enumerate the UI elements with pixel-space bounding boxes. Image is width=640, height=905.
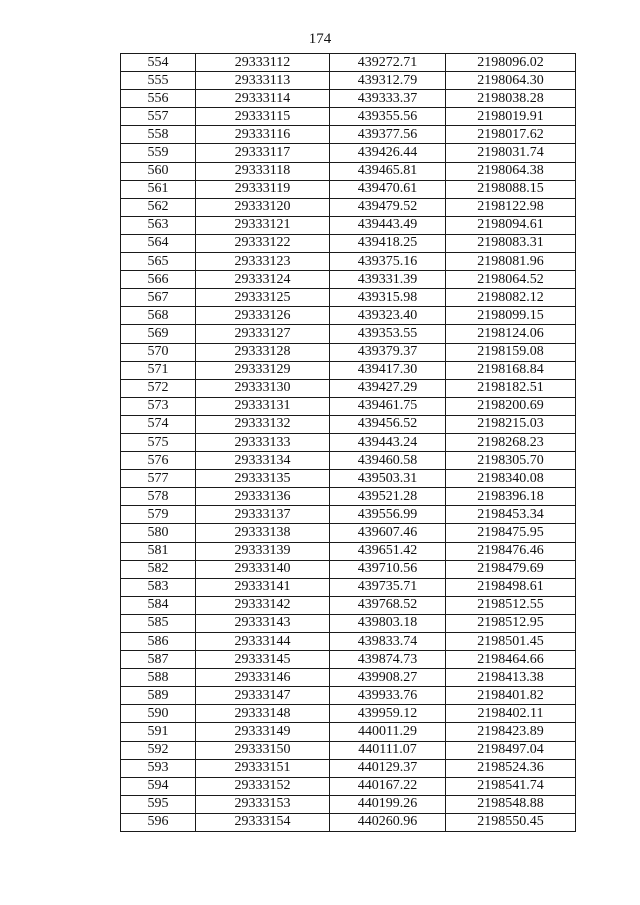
point-index-cell: 595 — [121, 795, 196, 813]
point-code-cell: 29333126 — [196, 307, 330, 325]
coordinates-table — [120, 53, 576, 832]
point-code-cell: 29333125 — [196, 289, 330, 307]
coordinate-y-cell: 2198497.04 — [446, 741, 576, 759]
point-index-cell: 562 — [121, 198, 196, 216]
coordinate-x-cell: 439470.61 — [330, 180, 446, 198]
point-code-cell: 29333136 — [196, 488, 330, 506]
point-code-cell: 29333132 — [196, 415, 330, 433]
point-index-cell: 596 — [121, 813, 196, 831]
coordinate-y-cell: 2198200.69 — [446, 397, 576, 415]
table-row — [121, 253, 576, 271]
coordinate-x-cell: 439461.75 — [330, 397, 446, 415]
point-code-cell: 29333116 — [196, 126, 330, 144]
point-code-cell: 29333149 — [196, 723, 330, 741]
coordinate-x-cell: 439833.74 — [330, 633, 446, 651]
coordinate-x-cell: 439479.52 — [330, 198, 446, 216]
point-index-cell: 561 — [121, 180, 196, 198]
table-row — [121, 325, 576, 343]
point-index-cell: 584 — [121, 596, 196, 614]
table-row — [121, 162, 576, 180]
coordinate-y-cell: 2198082.12 — [446, 289, 576, 307]
coordinate-y-cell: 2198402.11 — [446, 705, 576, 723]
point-index-cell: 581 — [121, 542, 196, 560]
point-index-cell: 579 — [121, 506, 196, 524]
point-index-cell: 592 — [121, 741, 196, 759]
point-code-cell: 29333118 — [196, 162, 330, 180]
coordinate-y-cell: 2198122.98 — [446, 198, 576, 216]
point-code-cell: 29333146 — [196, 669, 330, 687]
point-index-cell: 565 — [121, 253, 196, 271]
coordinate-x-cell: 439503.31 — [330, 470, 446, 488]
table-row — [121, 216, 576, 234]
coordinate-y-cell: 2198464.66 — [446, 651, 576, 669]
coordinate-x-cell: 439377.56 — [330, 126, 446, 144]
table-row — [121, 234, 576, 252]
point-index-cell: 570 — [121, 343, 196, 361]
coordinate-x-cell: 439355.56 — [330, 108, 446, 126]
table-row — [121, 72, 576, 90]
table-row — [121, 596, 576, 614]
coordinate-y-cell: 2198268.23 — [446, 433, 576, 451]
point-code-cell: 29333148 — [196, 705, 330, 723]
coordinate-x-cell: 440167.22 — [330, 777, 446, 795]
coordinate-y-cell: 2198215.03 — [446, 415, 576, 433]
coordinate-y-cell: 2198340.08 — [446, 470, 576, 488]
coordinate-x-cell: 439735.71 — [330, 578, 446, 596]
point-code-cell: 29333129 — [196, 361, 330, 379]
point-code-cell: 29333120 — [196, 198, 330, 216]
coordinate-x-cell: 439959.12 — [330, 705, 446, 723]
point-code-cell: 29333134 — [196, 452, 330, 470]
table-row — [121, 54, 576, 72]
point-code-cell: 29333114 — [196, 90, 330, 108]
point-code-cell: 29333122 — [196, 234, 330, 252]
point-index-cell: 583 — [121, 578, 196, 596]
coordinate-x-cell: 439418.25 — [330, 234, 446, 252]
table-row — [121, 307, 576, 325]
table-row — [121, 144, 576, 162]
point-code-cell: 29333115 — [196, 108, 330, 126]
coordinate-y-cell: 2198512.95 — [446, 614, 576, 632]
point-index-cell: 560 — [121, 162, 196, 180]
table-row — [121, 795, 576, 813]
point-code-cell: 29333145 — [196, 651, 330, 669]
point-code-cell: 29333147 — [196, 687, 330, 705]
point-code-cell: 29333124 — [196, 271, 330, 289]
point-index-cell: 566 — [121, 271, 196, 289]
table-row — [121, 813, 576, 831]
point-code-cell: 29333117 — [196, 144, 330, 162]
point-code-cell: 29333153 — [196, 795, 330, 813]
point-index-cell: 573 — [121, 397, 196, 415]
point-index-cell: 585 — [121, 614, 196, 632]
coordinate-x-cell: 440011.29 — [330, 723, 446, 741]
table-row — [121, 433, 576, 451]
table-row — [121, 397, 576, 415]
point-index-cell: 594 — [121, 777, 196, 795]
coordinate-x-cell: 439521.28 — [330, 488, 446, 506]
table-row — [121, 560, 576, 578]
coordinate-y-cell: 2198453.34 — [446, 506, 576, 524]
coordinate-y-cell: 2198476.46 — [446, 542, 576, 560]
coordinate-y-cell: 2198512.55 — [446, 596, 576, 614]
coordinate-x-cell: 439427.29 — [330, 379, 446, 397]
coordinate-y-cell: 2198423.89 — [446, 723, 576, 741]
coordinate-x-cell: 439272.71 — [330, 54, 446, 72]
point-code-cell: 29333128 — [196, 343, 330, 361]
point-index-cell: 555 — [121, 72, 196, 90]
coordinate-x-cell: 439315.98 — [330, 289, 446, 307]
coordinate-x-cell: 439465.81 — [330, 162, 446, 180]
point-index-cell: 569 — [121, 325, 196, 343]
coordinate-x-cell: 440129.37 — [330, 759, 446, 777]
point-index-cell: 574 — [121, 415, 196, 433]
coordinate-y-cell: 2198083.31 — [446, 234, 576, 252]
coordinate-y-cell: 2198524.36 — [446, 759, 576, 777]
coordinate-y-cell: 2198305.70 — [446, 452, 576, 470]
coordinate-y-cell: 2198064.52 — [446, 271, 576, 289]
table-row — [121, 506, 576, 524]
coordinate-x-cell: 439417.30 — [330, 361, 446, 379]
coordinate-y-cell: 2198159.08 — [446, 343, 576, 361]
coordinate-y-cell: 2198548.88 — [446, 795, 576, 813]
coordinate-x-cell: 439353.55 — [330, 325, 446, 343]
table-row — [121, 723, 576, 741]
point-index-cell: 576 — [121, 452, 196, 470]
coordinates-table-body — [121, 54, 576, 832]
point-index-cell: 586 — [121, 633, 196, 651]
coordinate-x-cell: 440199.26 — [330, 795, 446, 813]
coordinate-x-cell: 439607.46 — [330, 524, 446, 542]
table-row — [121, 705, 576, 723]
coordinate-y-cell: 2198017.62 — [446, 126, 576, 144]
coordinate-x-cell: 439874.73 — [330, 651, 446, 669]
coordinate-y-cell: 2198081.96 — [446, 253, 576, 271]
point-code-cell: 29333138 — [196, 524, 330, 542]
coordinate-y-cell: 2198182.51 — [446, 379, 576, 397]
point-index-cell: 587 — [121, 651, 196, 669]
point-index-cell: 567 — [121, 289, 196, 307]
table-row — [121, 741, 576, 759]
point-index-cell: 554 — [121, 54, 196, 72]
coordinate-y-cell: 2198124.06 — [446, 325, 576, 343]
coordinate-x-cell: 439331.39 — [330, 271, 446, 289]
table-row — [121, 542, 576, 560]
point-index-cell: 572 — [121, 379, 196, 397]
table-row — [121, 361, 576, 379]
table-row — [121, 669, 576, 687]
point-code-cell: 29333150 — [196, 741, 330, 759]
table-row — [121, 415, 576, 433]
coordinate-y-cell: 2198475.95 — [446, 524, 576, 542]
point-index-cell: 571 — [121, 361, 196, 379]
point-code-cell: 29333140 — [196, 560, 330, 578]
coordinate-y-cell: 2198096.02 — [446, 54, 576, 72]
table-row — [121, 488, 576, 506]
table-row — [121, 633, 576, 651]
coordinate-x-cell: 439908.27 — [330, 669, 446, 687]
table-row — [121, 90, 576, 108]
coordinate-y-cell: 2198541.74 — [446, 777, 576, 795]
table-row — [121, 524, 576, 542]
coordinate-x-cell: 440111.07 — [330, 741, 446, 759]
coordinate-x-cell: 439323.40 — [330, 307, 446, 325]
coordinate-y-cell: 2198064.30 — [446, 72, 576, 90]
coordinate-x-cell: 439651.42 — [330, 542, 446, 560]
point-index-cell: 588 — [121, 669, 196, 687]
table-row — [121, 126, 576, 144]
point-index-cell: 591 — [121, 723, 196, 741]
coordinate-y-cell: 2198064.38 — [446, 162, 576, 180]
point-code-cell: 29333121 — [196, 216, 330, 234]
coordinate-x-cell: 439768.52 — [330, 596, 446, 614]
point-code-cell: 29333133 — [196, 433, 330, 451]
coordinate-y-cell: 2198094.61 — [446, 216, 576, 234]
point-index-cell: 577 — [121, 470, 196, 488]
point-index-cell: 558 — [121, 126, 196, 144]
point-code-cell: 29333151 — [196, 759, 330, 777]
point-index-cell: 582 — [121, 560, 196, 578]
table-row — [121, 470, 576, 488]
point-code-cell: 29333123 — [196, 253, 330, 271]
coordinate-y-cell: 2198088.15 — [446, 180, 576, 198]
coordinate-x-cell: 439426.44 — [330, 144, 446, 162]
point-code-cell: 29333139 — [196, 542, 330, 560]
coordinate-x-cell: 439456.52 — [330, 415, 446, 433]
coordinate-y-cell: 2198479.69 — [446, 560, 576, 578]
coordinate-y-cell: 2198031.74 — [446, 144, 576, 162]
point-index-cell: 575 — [121, 433, 196, 451]
point-code-cell: 29333112 — [196, 54, 330, 72]
point-index-cell: 589 — [121, 687, 196, 705]
table-row — [121, 687, 576, 705]
point-index-cell: 578 — [121, 488, 196, 506]
coordinate-y-cell: 2198099.15 — [446, 307, 576, 325]
coordinate-x-cell: 439379.37 — [330, 343, 446, 361]
point-index-cell: 564 — [121, 234, 196, 252]
coordinate-y-cell: 2198168.84 — [446, 361, 576, 379]
point-code-cell: 29333113 — [196, 72, 330, 90]
coordinate-x-cell: 439933.76 — [330, 687, 446, 705]
coordinate-x-cell: 439443.24 — [330, 433, 446, 451]
point-index-cell: 559 — [121, 144, 196, 162]
point-index-cell: 557 — [121, 108, 196, 126]
point-index-cell: 556 — [121, 90, 196, 108]
coordinate-x-cell: 440260.96 — [330, 813, 446, 831]
point-code-cell: 29333137 — [196, 506, 330, 524]
coordinate-x-cell: 439710.56 — [330, 560, 446, 578]
point-code-cell: 29333152 — [196, 777, 330, 795]
point-index-cell: 563 — [121, 216, 196, 234]
coordinate-x-cell: 439460.58 — [330, 452, 446, 470]
page-number: 174 — [308, 31, 332, 47]
table-row — [121, 777, 576, 795]
point-code-cell: 29333119 — [196, 180, 330, 198]
coordinate-y-cell: 2198038.28 — [446, 90, 576, 108]
point-code-cell: 29333141 — [196, 578, 330, 596]
table-row — [121, 759, 576, 777]
table-row — [121, 271, 576, 289]
table-row — [121, 578, 576, 596]
point-index-cell: 568 — [121, 307, 196, 325]
point-code-cell: 29333130 — [196, 379, 330, 397]
point-code-cell: 29333143 — [196, 614, 330, 632]
coordinate-y-cell: 2198019.91 — [446, 108, 576, 126]
point-code-cell: 29333135 — [196, 470, 330, 488]
table-row — [121, 108, 576, 126]
point-code-cell: 29333142 — [196, 596, 330, 614]
table-row — [121, 379, 576, 397]
coordinate-x-cell: 439333.37 — [330, 90, 446, 108]
point-code-cell: 29333154 — [196, 813, 330, 831]
coordinate-y-cell: 2198401.82 — [446, 687, 576, 705]
point-index-cell: 580 — [121, 524, 196, 542]
coordinate-x-cell: 439556.99 — [330, 506, 446, 524]
coordinate-y-cell: 2198501.45 — [446, 633, 576, 651]
point-index-cell: 590 — [121, 705, 196, 723]
table-row — [121, 452, 576, 470]
table-row — [121, 343, 576, 361]
coordinate-x-cell: 439443.49 — [330, 216, 446, 234]
table-row — [121, 614, 576, 632]
coordinate-x-cell: 439375.16 — [330, 253, 446, 271]
point-code-cell: 29333144 — [196, 633, 330, 651]
point-code-cell: 29333131 — [196, 397, 330, 415]
point-index-cell: 593 — [121, 759, 196, 777]
table-row — [121, 651, 576, 669]
coordinate-y-cell: 2198396.18 — [446, 488, 576, 506]
table-row — [121, 198, 576, 216]
coordinate-x-cell: 439803.18 — [330, 614, 446, 632]
point-code-cell: 29333127 — [196, 325, 330, 343]
table-row — [121, 289, 576, 307]
table-row — [121, 180, 576, 198]
coordinate-y-cell: 2198413.38 — [446, 669, 576, 687]
coordinate-y-cell: 2198550.45 — [446, 813, 576, 831]
coordinate-x-cell: 439312.79 — [330, 72, 446, 90]
coordinate-y-cell: 2198498.61 — [446, 578, 576, 596]
